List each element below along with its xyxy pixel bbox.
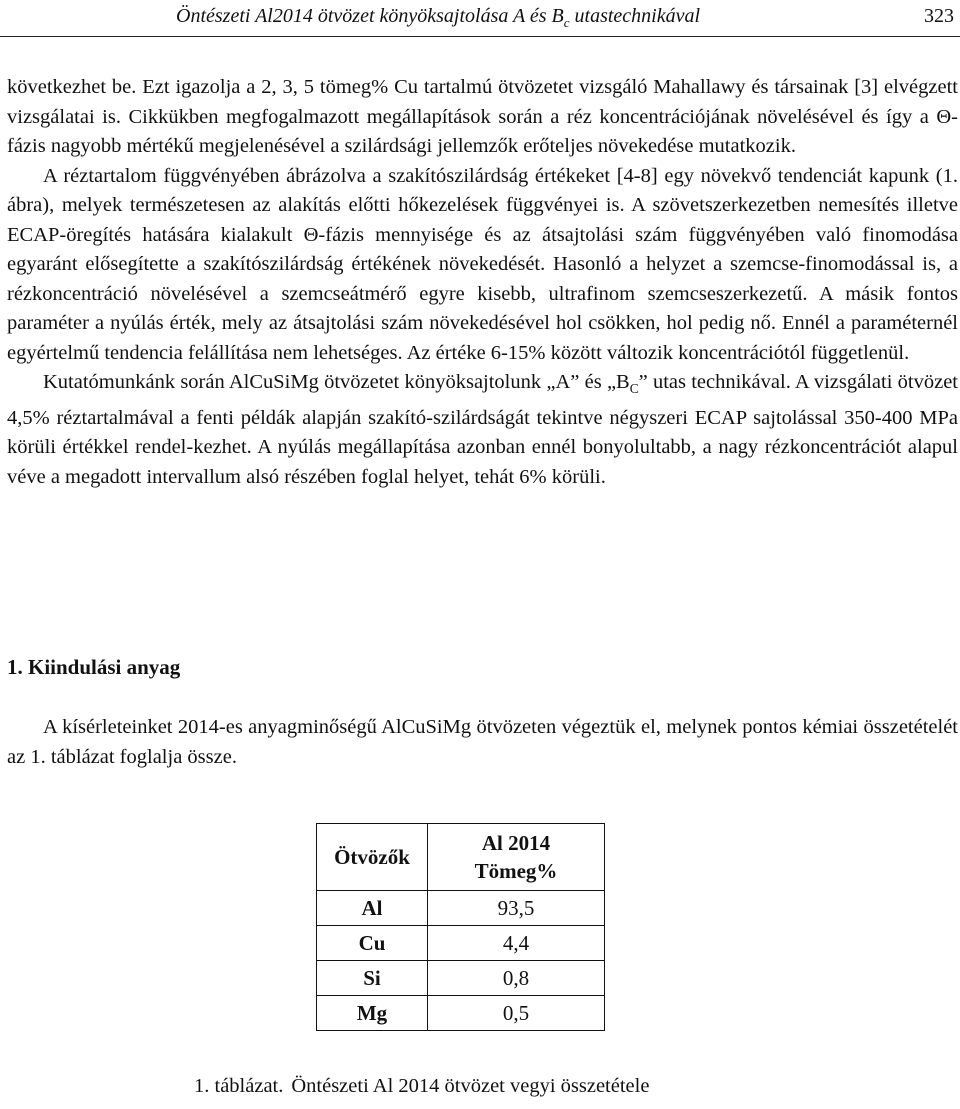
table-row [317, 926, 605, 961]
table-header-value: Al 2014 Tömeg% [428, 824, 605, 891]
table-row [317, 996, 605, 1031]
table-cell-value: 0,5 [428, 996, 605, 1031]
table-cell-element: Mg [317, 996, 428, 1031]
table-cell-element: Al [317, 891, 428, 926]
table-cell-value: 4,4 [428, 926, 605, 961]
page-number: 323 [924, 5, 954, 27]
composition-table [316, 823, 605, 1031]
table-header-row [317, 824, 605, 891]
table-header-element: Ötvözők [317, 824, 428, 891]
body-text [7, 73, 958, 492]
table-caption [194, 1075, 649, 1098]
paragraph-2: A réztartalom függvényében ábrázolva a szakítószilárdság értékeket [4-8] egy növekvő tendenciát kapunk (1. ábra), melyek természetesen az alakítás előtti hőkezelések függvényei is. A szövetszerkezetben nemesítés illetve ECAP-öregítés hatására kialakult Θ-fázis mennyisége és az átsajtolási szám függvényében való finomodása egyaránt elősegítette a szakítószilárdság értékének növekedését. Hasonló a helyzet a szemcse-finomodással is, a rézkoncentráció növelésével a szemcseátmérő egyre kisebb, ultrafinom szemcseszerkezetű. A másik fontos paraméter a nyúlás érték, mely az átsajtolási szám növekedésével hol csökken, hol pedig nő. Ennél a paraméternél egyértelmű tendencia felállítása nem lehetséges. Az értéke 6-15% között változik koncentrációtól függetlenül. [7, 164, 958, 364]
table-row [317, 891, 605, 926]
running-header [0, 0, 960, 37]
paragraph-1: következhet be. Ezt igazolja a 2, 3, 5 tömeg% Cu tartalmú ötvözetet vizsgáló Mahallawy és társainak [3] elvégzett vizsgálatai is. Cikkükben megfogalmazott megállapítások során a réz koncentrációjának növelésével és így a Θ-fázis nagyobb mértékű megjelenésével a szilárdsági jellemzők erőteljes növekedése mutatkozik. [7, 76, 958, 157]
table-cell-element: Cu [317, 926, 428, 961]
section-paragraph: A kísérleteinket 2014-es anyagminőségű AlCuSiMg ötvözeten végeztük el, melynek pontos kémiai összetételét az 1. táblázat foglalja össze. [7, 716, 958, 768]
table-row [317, 961, 605, 996]
table-cell-element: Si [317, 961, 428, 996]
caption-text: Öntészeti Al 2014 ötvözet vegyi összetétele [291, 1075, 650, 1097]
section-text [7, 712, 958, 772]
caption-label: 1. táblázat. [194, 1075, 284, 1097]
table-cell-value: 93,5 [428, 891, 605, 926]
table-cell-value: 0,8 [428, 961, 605, 996]
paragraph-3: Kutatómunkánk során AlCuSiMg ötvözetet könyöksajtolunk „A” és $„B_C$” utas technikával. A vizsgálati ötvözet 4,5% réztartalmával a fenti példák alapján szakító-szilárdságát tekintve négyszeri ECAP sajtolással 350-400 MPa körüli értékkel rendel-kezhet. A nyúlás megállapítása azonban ennél bonyolultabb, a nagy rézkoncentrációt alapul véve a megadott intervallum alsó részében foglal helyet, tehát 6% körüli. [7, 371, 958, 488]
header-title: Öntészeti Al2014 ötvözet könyöksajtolása A és $B_c$ utastechnikával [176, 5, 701, 30]
section-heading: 1. Kiindulási anyag [7, 655, 181, 679]
